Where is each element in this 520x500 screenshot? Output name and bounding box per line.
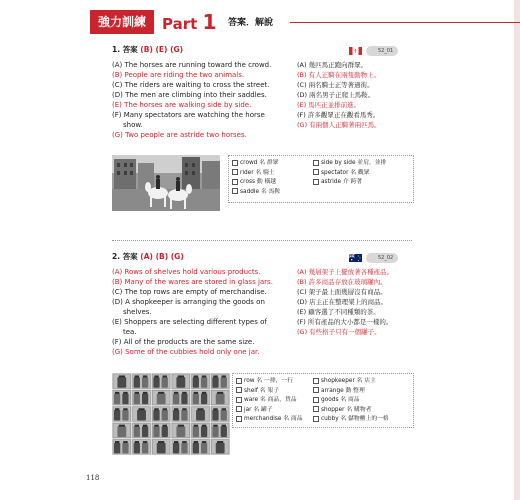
checkbox-icon[interactable]	[313, 406, 319, 412]
canada-flag-icon	[349, 47, 362, 55]
part-label	[162, 10, 216, 34]
option-g: (G) Two people are astride two horses.	[112, 131, 247, 139]
vocab-item: side by side 並肩，並排	[313, 159, 386, 169]
question-number: 1. 答案	[112, 45, 141, 54]
option-c: (C) The top rows are empty of merchandise.	[112, 288, 267, 296]
option-e-cont: tea.	[123, 328, 137, 336]
checkbox-icon[interactable]	[313, 397, 319, 403]
translation-c: (C) 架子最上面幾層沒有商品。	[297, 288, 387, 296]
option-f: (F) All of the products are the same size.	[112, 338, 255, 346]
part-number: 1	[202, 10, 217, 34]
header-subtitle: 答案．解說	[228, 18, 274, 28]
track-number: 52_02	[366, 253, 398, 263]
vocab-item: ware 名 商品，貨品	[236, 396, 303, 406]
question-2-vocabulary	[232, 373, 414, 428]
question-1-options	[112, 60, 271, 140]
checkbox-icon[interactable]	[232, 169, 238, 175]
checkbox-icon[interactable]	[313, 160, 319, 166]
vocab-item: cross 動 橫越	[232, 178, 280, 188]
vocab-item: merchandise 名 商品	[236, 415, 303, 425]
translation-f: (F) 所有產品的大小都是一樣的。	[297, 318, 393, 326]
translation-b: (B) 許多商品存放在玻璃罐內。	[297, 278, 387, 286]
option-b: (B) Many of the wares are stored in glass jars.	[112, 278, 273, 286]
option-f-cont: show.	[123, 121, 143, 129]
translation-d: (D) 兩名男子正爬上馬鞍。	[297, 91, 375, 99]
vocab-item: crowd 名 群眾	[232, 159, 280, 169]
checkbox-icon[interactable]	[313, 169, 319, 175]
option-d: (D) A shopkeeper is arranging the goods on	[112, 298, 265, 306]
checkbox-icon[interactable]	[232, 188, 238, 194]
option-d: (D) The men are climbing into their saddles.	[112, 91, 267, 99]
vocab-item: shelf 名 架子	[236, 387, 303, 397]
question-2-translations	[297, 267, 393, 337]
checkbox-icon[interactable]	[313, 378, 319, 384]
header-rule	[290, 22, 520, 23]
part-word: Part	[162, 15, 198, 33]
australia-flag-icon	[349, 254, 362, 262]
jar-shelves-photo	[112, 373, 230, 455]
translation-e: (E) 馬匹正並排前進。	[297, 101, 361, 109]
option-g: (G) Some of the cubbies hold only one jar.	[112, 348, 260, 356]
question-2-options	[112, 267, 273, 357]
vocab-item: row 名 一排，一行	[236, 377, 303, 387]
checkbox-icon[interactable]	[236, 378, 242, 384]
checkbox-icon[interactable]	[236, 406, 242, 412]
answer-key: (B) (E) (G)	[140, 45, 184, 54]
option-f: (F) Many spectators are watching the horse	[112, 111, 265, 119]
page-edge-strip	[514, 0, 520, 500]
page-number: 118	[86, 474, 100, 482]
section-divider	[112, 240, 412, 241]
translation-f: (F) 許多觀眾正在觀看馬秀。	[297, 111, 380, 119]
translation-d: (D) 店主正在整理架上的商品。	[297, 298, 388, 306]
checkbox-icon[interactable]	[313, 179, 319, 185]
option-c: (C) The riders are waiting to cross the street.	[112, 81, 270, 89]
checkbox-icon[interactable]	[236, 416, 242, 422]
horse-riders-photo	[112, 155, 220, 211]
translation-b: (B) 有人正騎在兩隻動物上。	[297, 71, 381, 79]
option-e: (E) Shoppers are selecting different types of	[112, 318, 267, 326]
vocab-item: saddle 名 馬鞍	[232, 188, 280, 198]
vocab-item: rider 名 騎士	[232, 169, 280, 179]
checkbox-icon[interactable]	[232, 179, 238, 185]
checkbox-icon[interactable]	[313, 416, 319, 422]
translation-a: (A) 幾匹馬正跑向群眾。	[297, 61, 368, 69]
translation-g: (G) 有兩個人正騎著兩匹馬。	[297, 121, 381, 129]
question-1-vocabulary	[228, 155, 414, 203]
option-e: (E) The horses are walking side by side.	[112, 101, 252, 109]
checkbox-icon[interactable]	[236, 387, 242, 393]
translation-c: (C) 兩名騎士正等著過街。	[297, 81, 374, 89]
translation-g: (G) 有些格子只有一個罐子。	[297, 328, 381, 336]
option-b: (B) People are riding the two animals.	[112, 71, 245, 79]
vocab-item: goods 名 商品	[313, 396, 389, 406]
translation-a: (A) 幾層架子上擺放著各種產品。	[297, 268, 394, 276]
translation-e: (E) 顧客選了不同種類的茶。	[297, 308, 380, 316]
checkbox-icon[interactable]	[313, 387, 319, 393]
vocab-item: shopper 名 購物者	[313, 406, 389, 416]
vocab-item: arrange 動 整理	[313, 387, 389, 397]
option-a: (A) The horses are running toward the crowd.	[112, 61, 272, 69]
option-a: (A) Rows of shelves hold various products.	[112, 268, 261, 276]
section-tab: 強力訓練	[90, 10, 154, 34]
vocab-item: jar 名 罐子	[236, 406, 303, 416]
track-number: 52_01	[366, 46, 398, 56]
vocab-item: spectator 名 觀眾	[313, 169, 386, 179]
vocab-item: cubby 名 儲物櫃上的一格	[313, 415, 389, 425]
vocab-item: astride 介 跨著	[313, 178, 386, 188]
checkbox-icon[interactable]	[236, 397, 242, 403]
vocab-item: shopkeeper 名 店主	[313, 377, 389, 387]
checkbox-icon[interactable]	[232, 160, 238, 166]
option-d-cont: shelves.	[123, 308, 152, 316]
page-header	[90, 10, 440, 34]
answer-key: (A) (B) (G)	[140, 252, 184, 261]
question-number: 2. 答案	[112, 252, 141, 261]
question-1-translations	[297, 60, 381, 130]
